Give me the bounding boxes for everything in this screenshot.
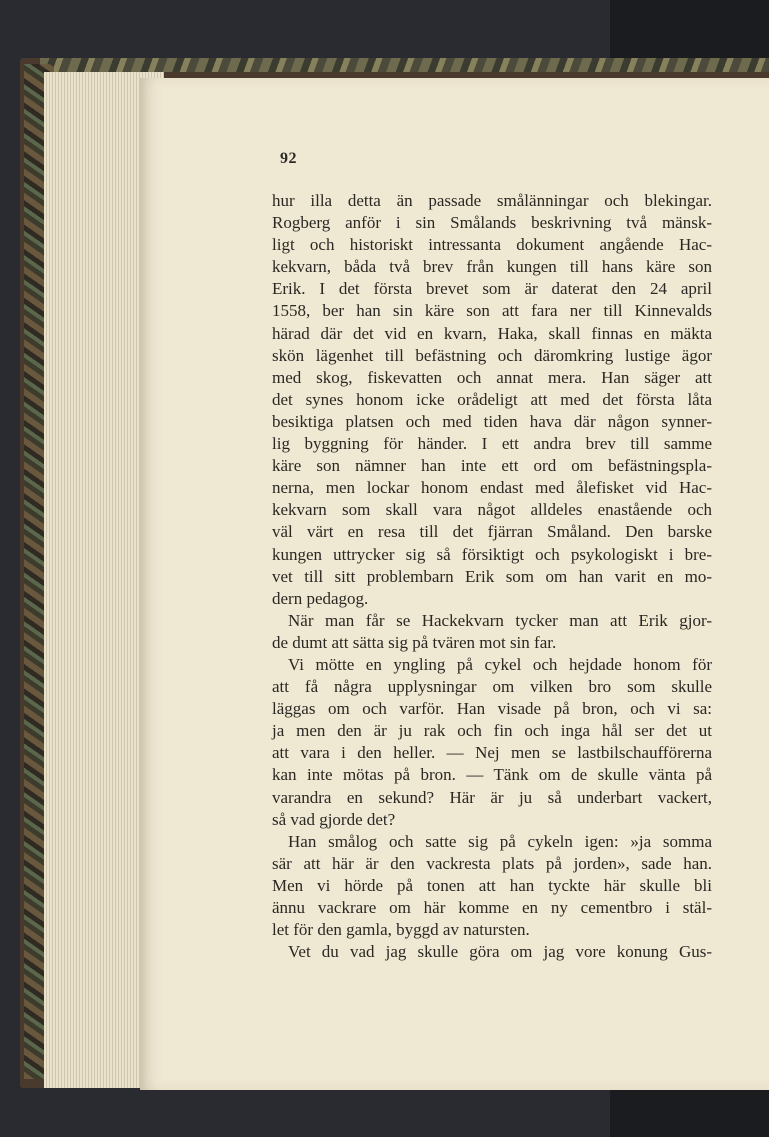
body-text — [272, 190, 712, 963]
text-line: Men vi hörde på tonen att han tyckte här skulle bli — [272, 875, 712, 895]
text-line: det synes honom icke orådeligt att med det första låta — [272, 389, 712, 409]
text-line: att vara i den heller. — Nej men se lastbilschaufförerna — [272, 743, 712, 763]
text-line: lig byggning för händer. I ett andra brev till samme — [272, 434, 712, 454]
text-line: väl värt en resa till det fjärran Småland. Den barske — [272, 522, 712, 542]
text-line: kekvarn, båda två brev från kungen till hans käre son — [272, 257, 712, 277]
text-line: kungen uttrycker sig så försiktigt och psykologiskt i bre- — [272, 544, 712, 564]
text-line: de dumt att sätta sig på tvären mot sin far. — [272, 632, 557, 652]
text-line: att få några upplysningar om vilken bro som skulle — [272, 677, 712, 697]
text-line: Han smålog och satte sig på cykeln igen: »ja somma — [288, 831, 712, 851]
text-line: Rogberg anför i sin Smålands beskrivning två mänsk- — [272, 213, 712, 233]
text-line: kan inte mötas på bron. — Tänk om de skulle vänta på — [272, 765, 712, 785]
text-line: ännu vackrare om här komme en ny cementbro i stäl- — [272, 898, 712, 917]
text-line: Vet du vad jag skulle göra om jag vore konung Gus- — [288, 942, 712, 962]
page-number: 92 — [280, 150, 297, 167]
text-line: hur illa detta än passade smålänningar och blekingar. — [272, 191, 712, 210]
marbled-endpaper-top — [40, 58, 769, 72]
text-line: härad där det vid en kvarn, Haka, skall finnas en mäkta — [272, 323, 712, 343]
text-line: När man får se Hackekvarn tycker man att Erik gjor- — [288, 610, 712, 630]
text-line: kekvarn som skall vara något alldeles enastående och — [272, 500, 712, 520]
text-line: nerna, men lockar honom endast med ålefisket vid Hac- — [272, 478, 712, 498]
text-line: med skog, fiskevatten och annat mera. Han säger att — [272, 367, 712, 387]
text-line: 1558, ber han sin käre son att fara ner till Kinnevalds — [272, 301, 712, 321]
text-line: dern pedagog. — [272, 588, 369, 608]
text-line: ligt och historiskt intressanta dokument angående Hac- — [272, 235, 712, 255]
text-line: let för den gamla, byggd av natursten. — [272, 920, 530, 940]
text-line: läggas om och varför. Han visade på bron, och vi sa: — [272, 699, 712, 719]
text-line: ja men den är ju rak och fin och inga hål ser det ut — [272, 721, 712, 741]
text-line: varandra en sekund? Här är ju så underbart vackert, — [272, 787, 712, 807]
text-line: vet till sitt problembarn Erik som om han varit en mo- — [272, 566, 712, 586]
text-line: besiktiga platsen och med tiden hava där någon synner- — [272, 411, 712, 431]
text-line: Vi mötte en yngling på cykel och hejdade honom för — [288, 654, 712, 674]
text-line: käre son nämner han inte ett ord om befästningspla- — [272, 456, 712, 476]
text-line: sär att här är den vackresta plats på jorden», sade han. — [272, 853, 712, 873]
text-line: så vad gjorde det? — [272, 809, 396, 829]
text-line: Erik. I det första brevet som är daterat den 24 april — [272, 279, 712, 299]
text-line: skön lägenhet till befästning och däromkring lustige ägor — [272, 345, 712, 365]
